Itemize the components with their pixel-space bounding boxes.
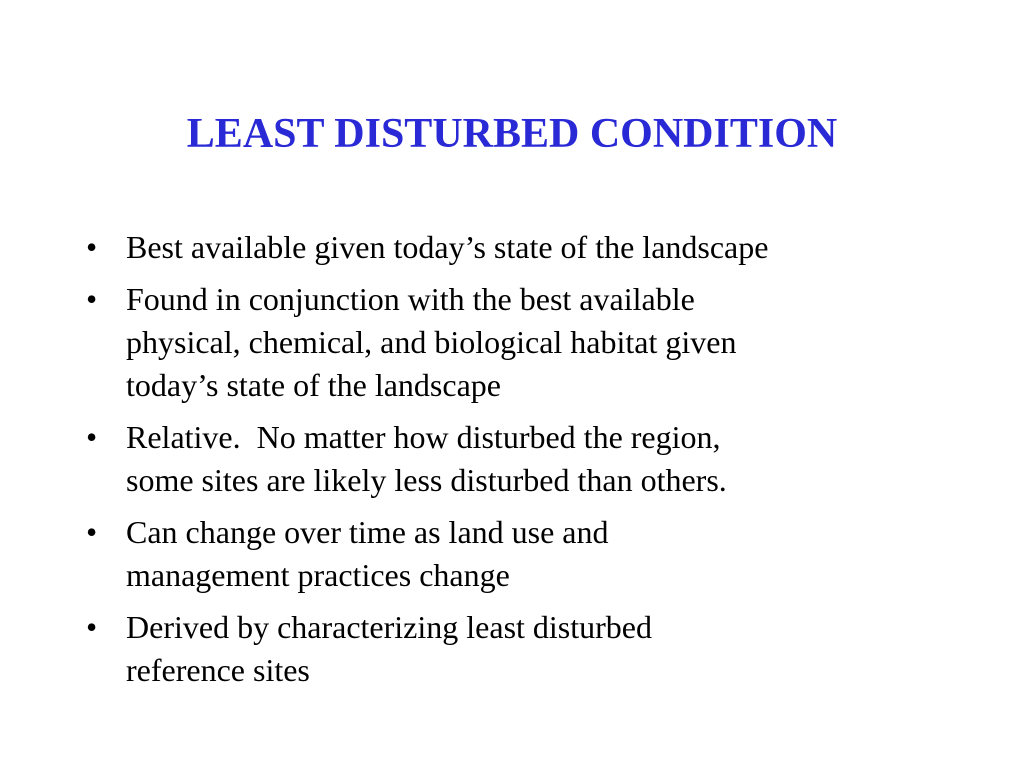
bullet-line: today’s state of the landscape (126, 367, 501, 403)
bullet-item (86, 416, 966, 502)
bullet-line: Found in conjunction with the best available (126, 281, 695, 317)
bullet-item (86, 511, 966, 597)
bullet-line: Can change over time as land use and (126, 514, 609, 550)
bullet-line: physical, chemical, and biological habitat given (126, 324, 737, 360)
bullet-dot-icon: • (86, 229, 98, 265)
bullet-line: reference sites (126, 652, 310, 688)
bullet-list (86, 226, 966, 701)
bullet-dot-icon: • (86, 514, 98, 550)
bullet-line: Derived by characterizing least disturbed (126, 609, 652, 645)
bullet-item (86, 226, 966, 269)
bullet-line: some sites are likely less disturbed than others. (126, 462, 727, 498)
bullet-line: Best available given today’s state of the landscape (126, 229, 769, 265)
bullet-line: Relative. No matter how disturbed the region, (126, 419, 721, 455)
bullet-dot-icon: • (86, 419, 98, 455)
bullet-item (86, 606, 966, 692)
bullet-item (86, 278, 966, 407)
bullet-line: management practices change (126, 557, 510, 593)
slide-title: LEAST DISTURBED CONDITION (186, 111, 838, 157)
bullet-dot-icon: • (86, 281, 98, 317)
bullet-dot-icon: • (86, 609, 98, 645)
